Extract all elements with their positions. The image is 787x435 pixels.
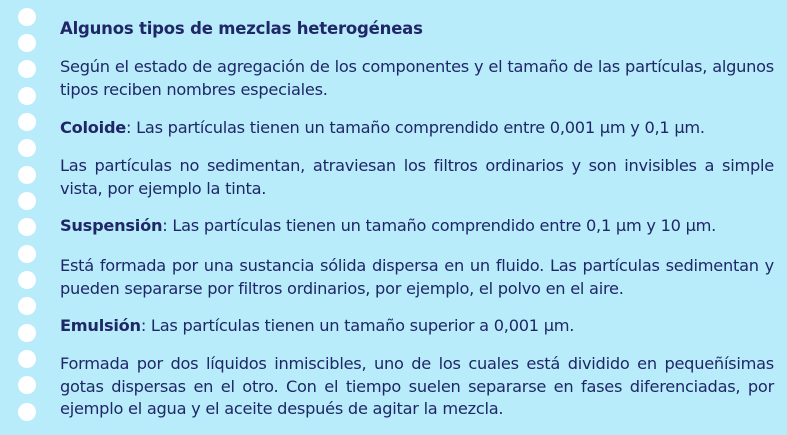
binder-hole: [18, 113, 36, 131]
emulsion-term: Emulsión: [60, 316, 141, 335]
emulsion-definition: [60, 315, 774, 338]
coloide-definition: [60, 117, 774, 140]
binder-hole: [18, 324, 36, 342]
suspension-definition-text: : Las partículas tienen un tamaño comprendido entre 0,1 μm y 10 μm.: [162, 216, 717, 235]
binder-hole: [18, 139, 36, 157]
binder-hole: [18, 8, 36, 26]
section-title: Algunos tipos de mezclas heterogéneas: [60, 19, 423, 38]
coloide-term: Coloide: [60, 118, 127, 137]
binder-holes: [18, 8, 38, 428]
suspension-definition: [60, 215, 774, 238]
intro-paragraph: Según el estado de agregación de los componentes y el tamaño de las partículas, algunos tipos reciben nombres especiales.: [60, 57, 774, 99]
coloide-definition-text: : Las partículas tienen un tamaño comprendido entre 0,001 μm y 0,1 μm.: [126, 118, 705, 137]
binder-hole: [18, 34, 36, 52]
binder-hole: [18, 192, 36, 210]
binder-hole: [18, 245, 36, 263]
emulsion-description: Formada por dos líquidos inmiscibles, uno de los cuales está dividido en pequeñísimas gotas dispersas en el otro. Con el tiempo suelen separarse en fases diferenciadas, por ejemplo el agua y el aceite después de agitar la mezcla.: [60, 354, 774, 418]
binder-hole: [18, 166, 36, 184]
suspension-description: Está formada por una sustancia sólida dispersa en un fluido. Las partículas sedimentan y pueden separarse por filtros ordinarios, por ejemplo, el polvo en el aire.: [60, 256, 774, 298]
emulsion-definition-text: : Las partículas tienen un tamaño superior a 0,001 μm.: [140, 316, 575, 335]
suspension-term: Suspensión: [60, 216, 163, 235]
binder-hole: [18, 350, 36, 368]
coloide-description: Las partículas no sedimentan, atraviesan los filtros ordinarios y son invisibles a simple vista, por ejemplo la tinta.: [60, 156, 774, 198]
binder-hole: [18, 297, 36, 315]
binder-hole: [18, 376, 36, 394]
binder-hole: [18, 218, 36, 236]
binder-hole: [18, 271, 36, 289]
binder-hole: [18, 403, 36, 421]
binder-hole: [18, 60, 36, 78]
binder-hole: [18, 87, 36, 105]
